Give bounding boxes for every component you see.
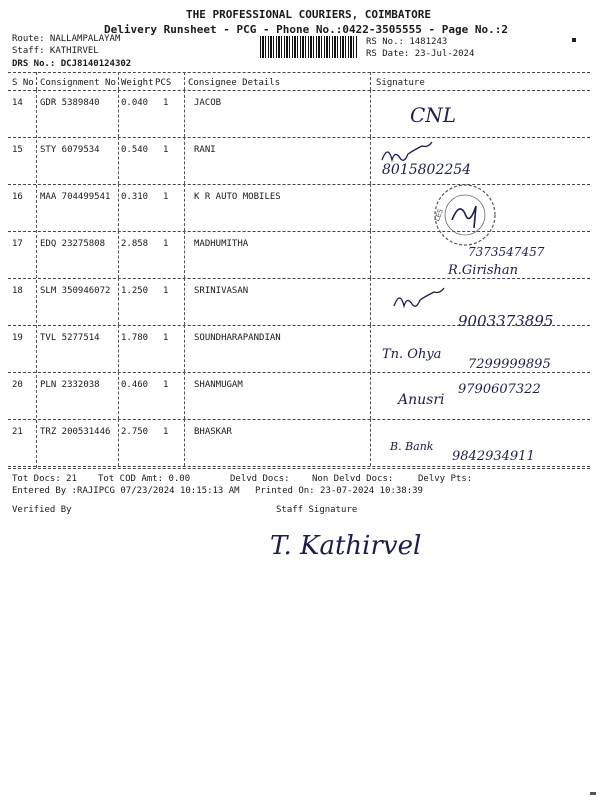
row-consignment: TRZ 200531446: [40, 427, 111, 437]
col-divider: [370, 137, 371, 184]
row-handwritten-signature-text: B. Bank: [390, 440, 434, 453]
row-consignment: TVL 5277514: [40, 333, 100, 343]
row-handwritten-phone-text: 7299999895: [468, 357, 551, 372]
total-cod: Tot COD Amt: 0.00: [98, 474, 191, 484]
barcode: [260, 36, 358, 58]
delivered-docs: Delvd Docs:: [230, 474, 290, 484]
col-divider: [36, 90, 37, 468]
row-pcs: 1: [163, 98, 169, 108]
col-divider: [118, 137, 119, 184]
row-rule: [8, 231, 590, 232]
row-handwritten-phone: [382, 152, 522, 182]
col-divider: [184, 231, 185, 278]
row-sno: 19: [12, 333, 23, 343]
row-handwritten-phone-text: 9842934911: [452, 449, 535, 464]
route-label: Route: NALLAMPALAYAM: [12, 34, 121, 44]
row-consignee: JACOB: [194, 98, 222, 108]
row-sno: 14: [12, 98, 23, 108]
row-handwritten-phone: [452, 438, 592, 468]
col-header-consignment: Consignment No: [40, 78, 116, 88]
row-sno: 20: [12, 380, 23, 390]
col-divider: [184, 372, 185, 419]
row-consignee: SOUNDHARAPANDIAN: [194, 333, 281, 343]
header-rule: [8, 90, 590, 91]
col-divider: [184, 184, 185, 231]
rs-number: RS No.: 1481243: [366, 37, 448, 47]
row-consignment: MAA 704499541: [40, 192, 111, 202]
runsheet-subtitle: Delivery Runsheet - PCG - Phone No.:0422-3505555 - Page No.:2: [104, 23, 508, 36]
total-docs: Tot Docs: 21: [12, 474, 78, 484]
row-handwritten-phone: [458, 304, 598, 334]
printed-on: Printed On: 23-07-2024 10:38:39: [255, 486, 423, 496]
staff-label: Staff: KATHIRVEL: [12, 46, 99, 56]
col-divider: [370, 90, 371, 137]
col-divider: [370, 325, 371, 372]
row-consignee: MADHUMITHA: [194, 239, 249, 249]
col-divider: [118, 90, 119, 137]
col-header-consignee: Consignee Details: [188, 78, 281, 88]
row-rule: [8, 184, 590, 185]
row-pcs: 1: [163, 380, 169, 390]
row-consignee: RANI: [194, 145, 216, 155]
non-delivered-docs: Non Delvd Docs:: [312, 474, 394, 484]
col-divider: [370, 231, 371, 278]
row-weight: 0.310: [121, 192, 149, 202]
col-divider: [370, 419, 371, 466]
verified-by-label: Verified By: [12, 505, 72, 515]
row-weight: 1.250: [121, 286, 149, 296]
col-divider: [184, 325, 185, 372]
row-weight: 2.750: [121, 427, 149, 437]
row-pcs: 1: [163, 333, 169, 343]
row-pcs: 1: [163, 427, 169, 437]
staff-signature-text: T. Kathirvel: [270, 531, 422, 561]
row-rule: [8, 419, 590, 420]
stamp-text: LES: [432, 207, 445, 223]
delivery-points: Delvy Pts:: [418, 474, 473, 484]
col-divider: [370, 372, 371, 419]
row-pcs: 1: [163, 192, 169, 202]
table-bottom-rule: [8, 468, 590, 469]
entered-by: Entered By :RAJIPCG 07/23/2024 10:15:13 AM: [12, 486, 240, 496]
col-divider: [118, 419, 119, 466]
col-divider: [118, 231, 119, 278]
row-sno: 17: [12, 239, 23, 249]
round-stamp: [430, 180, 500, 250]
row-signature-scribble: [392, 286, 452, 316]
col-header-sno: S No: [12, 78, 34, 88]
row-weight: 0.460: [121, 380, 149, 390]
edge-mark: [590, 792, 596, 795]
col-header-pcs: PCS: [155, 78, 172, 88]
col-divider: [184, 90, 185, 137]
staff-signature-label: Staff Signature: [276, 505, 358, 515]
col-divider: [370, 184, 371, 231]
col-divider: [118, 72, 119, 90]
row-pcs: 1: [163, 239, 169, 249]
row-handwritten-signature-text: Tn. Ohya: [382, 347, 442, 362]
row-handwritten-phone-text: 8015802254: [382, 162, 472, 178]
row-sno: 15: [12, 145, 23, 155]
col-divider: [36, 72, 37, 90]
row-sno: 18: [12, 286, 23, 296]
row-handwritten-signature: [410, 100, 550, 130]
staff-signature: [268, 520, 428, 570]
col-divider: [118, 325, 119, 372]
col-divider: [184, 72, 185, 90]
row-consignment: GDR 5389840: [40, 98, 100, 108]
row-weight: 0.540: [121, 145, 149, 155]
row-consignment: SLM 350946072: [40, 286, 111, 296]
col-divider: [370, 72, 371, 90]
corner-mark: [572, 38, 576, 42]
row-sno: 21: [12, 427, 23, 437]
col-divider: [118, 184, 119, 231]
col-divider: [118, 372, 119, 419]
row-weight: 1.780: [121, 333, 149, 343]
row-rule: [8, 137, 590, 138]
row-handwritten-phone-text: 9790607322: [458, 382, 541, 397]
col-divider: [118, 278, 119, 325]
row-handwritten-phone: [458, 371, 598, 401]
row-pcs: 1: [163, 286, 169, 296]
row-handwritten-phone-text: 7373547457: [468, 245, 545, 259]
row-handwritten-signature-text: CNL: [410, 103, 457, 127]
col-divider: [370, 278, 371, 325]
row-consignment: STY 6079534: [40, 145, 100, 155]
row-consignee: BHASKAR: [194, 427, 232, 437]
col-header-weight: Weight: [121, 78, 154, 88]
row-consignee: K R AUTO MOBILES: [194, 192, 281, 202]
company-title: THE PROFESSIONAL COURIERS, COIMBATORE: [186, 8, 432, 21]
row-sno: 16: [12, 192, 23, 202]
row-consignment: PLN 2332038: [40, 380, 100, 390]
row-consignee: SHANMUGAM: [194, 380, 243, 390]
row-consignment: EDQ 23275808: [40, 239, 106, 249]
row-consignee: SRINIVASAN: [194, 286, 249, 296]
row-weight: 0.040: [121, 98, 149, 108]
col-header-signature: Signature: [376, 78, 425, 88]
table-top-rule: [8, 72, 590, 73]
drs-number: DRS No.: DCJ8140124302: [12, 59, 132, 69]
col-divider: [184, 137, 185, 184]
row-handwritten-phone-text: 9003373895: [458, 312, 554, 330]
row-handwritten-signature-text: Anusri: [398, 392, 445, 408]
row-weight: 2.858: [121, 239, 149, 249]
row-handwritten-signature-text: R.Girishan: [448, 263, 519, 278]
col-divider: [184, 419, 185, 466]
rs-date: RS Date: 23-Jul-2024: [366, 49, 475, 59]
col-divider: [184, 278, 185, 325]
row-pcs: 1: [163, 145, 169, 155]
